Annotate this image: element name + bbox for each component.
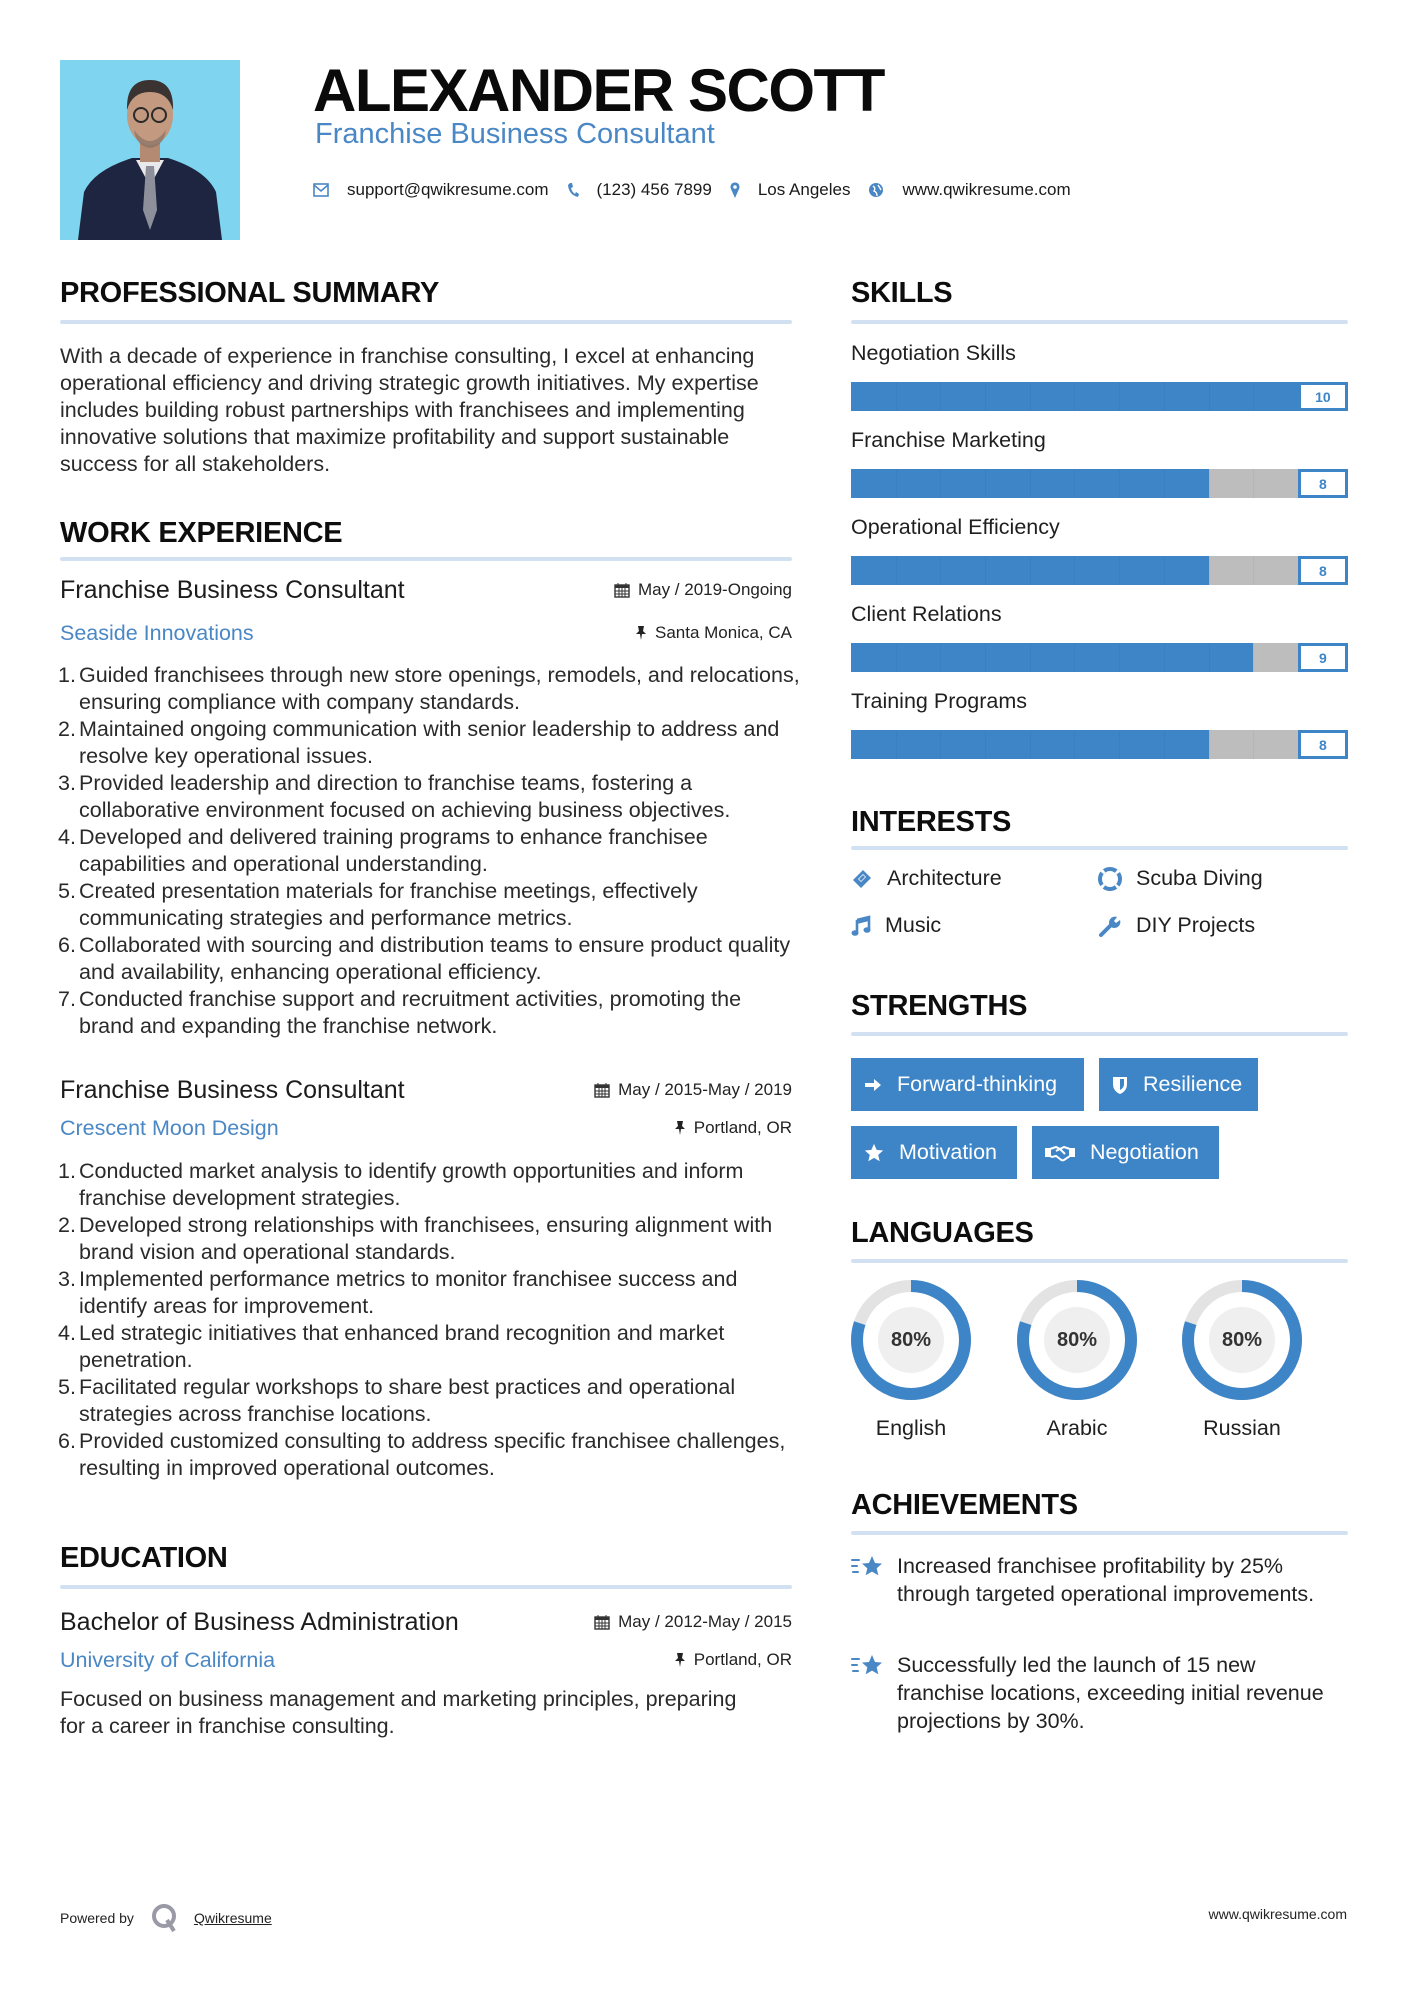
- bullet-item: 3. Implemented performance metrics to monitor franchisee success and identify areas for improvement.: [58, 1267, 738, 1318]
- qwikresume-logo-icon: [150, 1903, 180, 1933]
- interest-scuba-diving: [1098, 866, 1263, 891]
- skill-segment: [1209, 643, 1254, 672]
- achievements-divider: [851, 1531, 1348, 1535]
- shooting-star-icon: [851, 1554, 885, 1580]
- skill-segment: [1209, 730, 1254, 759]
- strength-negotiation: [1032, 1126, 1219, 1179]
- language-percent: 80%: [878, 1307, 944, 1373]
- phone-icon: [567, 182, 579, 198]
- language-item: [1182, 1280, 1302, 1441]
- achievement-item: [851, 1651, 1348, 1735]
- skill-segment: [940, 643, 985, 672]
- strengths-heading: STRENGTHS: [851, 990, 1028, 1022]
- skill-segment: [851, 643, 896, 672]
- interests-list: [851, 866, 1348, 946]
- skill-segment: [1253, 643, 1298, 672]
- bullet-item: 1. Conducted market analysis to identify growth opportunities and inform franchise development strategies.: [58, 1159, 744, 1210]
- job-company: Crescent Moon Design: [60, 1115, 279, 1140]
- education-dates: [594, 1612, 792, 1632]
- interest-label: Music: [885, 913, 942, 937]
- skill-segment: [985, 730, 1030, 759]
- job-location-text: Portland, OR: [693, 1118, 792, 1137]
- interest-architecture: [851, 866, 1002, 891]
- contact-phone-text: (123) 456 7899: [596, 180, 712, 199]
- strengths-divider: [851, 1032, 1348, 1036]
- strength-label: Forward-thinking: [897, 1072, 1058, 1096]
- skill-segment: [896, 469, 941, 498]
- education-heading: EDUCATION: [60, 1542, 228, 1574]
- school: University of California: [60, 1647, 276, 1672]
- job-entry: [60, 1075, 792, 1482]
- skill-segment: [1253, 730, 1298, 759]
- interest-label: Architecture: [887, 866, 1002, 890]
- skill-bar: [851, 382, 1348, 411]
- shield-icon: [1111, 1075, 1129, 1095]
- skill-segment: [1209, 469, 1254, 498]
- interest-music: [851, 913, 941, 938]
- shooting-star-icon: [851, 1653, 885, 1679]
- powered-by-text: Powered by: [60, 1910, 134, 1926]
- skill-segment: [851, 382, 896, 411]
- language-name: Arabic: [1046, 1416, 1108, 1440]
- envelope-icon: [313, 183, 329, 197]
- life-ring-icon: [1098, 867, 1122, 891]
- skill-segment: [1074, 469, 1119, 498]
- bullet-item: 2. Developed strong relationships with franchisees, ensuring alignment with brand vision and operational standards.: [58, 1213, 773, 1264]
- skill-value: 8: [1298, 730, 1348, 759]
- skills-divider: [851, 320, 1348, 324]
- contact-email[interactable]: [313, 180, 549, 200]
- contact-row: [313, 178, 1089, 202]
- language-name: English: [875, 1416, 947, 1440]
- skill-value: 9: [1298, 643, 1348, 672]
- footer-website[interactable]: www.qwikresume.com: [1208, 1906, 1347, 1922]
- achievements-heading: ACHIEVEMENTS: [851, 1489, 1078, 1521]
- skill-segment: [940, 469, 985, 498]
- skill-value: 8: [1298, 469, 1348, 498]
- calendar-icon: [594, 1082, 610, 1098]
- contact-phone[interactable]: [567, 180, 712, 200]
- languages-heading: LANGUAGES: [851, 1217, 1034, 1249]
- skills-heading: SKILLS: [851, 277, 953, 309]
- language-donut: [851, 1280, 971, 1400]
- skill-segment: [1253, 382, 1298, 411]
- interests-divider: [851, 846, 1348, 850]
- strength-motivation: [851, 1126, 1017, 1179]
- education-dates-text: May / 2012-May / 2015: [618, 1612, 792, 1631]
- strength-forward-thinking: [851, 1058, 1084, 1111]
- calendar-icon: [594, 1614, 610, 1630]
- star-icon: [863, 1142, 885, 1164]
- job-location: [674, 1118, 792, 1138]
- skill-value: 8: [1298, 556, 1348, 585]
- bullet-item: 3. Provided leadership and direction to franchise teams, fostering a collaborative environment focused on achieving business objectives.: [58, 771, 731, 822]
- bullet-item: 6. Collaborated with sourcing and distribution teams to ensure product quality and availability, enhancing operational efficiency.: [58, 933, 791, 984]
- bullet-item: 1. Guided franchisees through new store openings, remodels, and relocations, ensuring compliance with company standards.: [58, 663, 800, 714]
- skill-segment: [940, 556, 985, 585]
- strength-label: Resilience: [1143, 1072, 1243, 1096]
- strengths-list: [851, 1058, 1348, 1183]
- skill-bar: [851, 469, 1348, 498]
- map-pin-icon: [730, 182, 740, 199]
- skill-segment: [1209, 382, 1254, 411]
- pushpin-icon: [674, 1652, 686, 1668]
- bullet-item: 4. Developed and delivered training programs to enhance franchisee capabilities and operational understanding.: [58, 825, 708, 876]
- job-entry: [58, 575, 800, 1040]
- footer-powered-by: [60, 1903, 272, 1933]
- languages-list: [851, 1280, 1348, 1450]
- language-percent: 80%: [1209, 1307, 1275, 1373]
- skill-segment: [940, 382, 985, 411]
- skill-segment: [1074, 382, 1119, 411]
- interest-label: Scuba Diving: [1136, 866, 1263, 890]
- interest-diy-projects: [1098, 913, 1255, 938]
- skill-segment: [1119, 469, 1164, 498]
- language-name: Russian: [1203, 1416, 1281, 1440]
- contact-website[interactable]: [868, 180, 1070, 200]
- skill-bar: [851, 643, 1348, 672]
- summary-divider: [60, 320, 792, 324]
- skill-segment: [1253, 469, 1298, 498]
- skill-segment: [985, 469, 1030, 498]
- experience-heading: WORK EXPERIENCE: [60, 517, 343, 549]
- skill-segment: [985, 382, 1030, 411]
- skill-segment: [1164, 643, 1209, 672]
- skill-label: Franchise Marketing: [851, 428, 1046, 452]
- education-description: Focused on business management and marketing principles, preparing for a career in franchise consulting.: [60, 1687, 737, 1738]
- contact-email-text: support@qwikresume.com: [347, 180, 549, 199]
- handshake-icon: [1044, 1143, 1076, 1163]
- skill-segment: [1119, 382, 1164, 411]
- bullet-item: 5. Facilitated regular workshops to share best practices and operational strategies across franchise locations.: [58, 1375, 736, 1426]
- skill-value: 10: [1298, 382, 1348, 411]
- degree: Bachelor of Business Administration: [60, 1607, 459, 1636]
- bullet-item: 6. Provided customized consulting to address specific franchisee challenges, resulting in improved operational outcomes.: [58, 1429, 786, 1480]
- summary-text: With a decade of experience in franchise consulting, I excel at enhancing operational efficiency and driving strategic growth initiatives. My expertise includes building robust partnerships with franchisees and implementing innovative solutions that maximize profitability and support sustainable success for all stakeholders.: [60, 344, 759, 476]
- globe-icon: [868, 182, 884, 198]
- summary-heading: PROFESSIONAL SUMMARY: [60, 277, 440, 309]
- strength-label: Negotiation: [1090, 1140, 1199, 1164]
- bullet-item: 4. Led strategic initiatives that enhanced brand recognition and market penetration.: [58, 1321, 725, 1372]
- skill-segment: [1119, 556, 1164, 585]
- skill-segment: [1030, 730, 1075, 759]
- achievement-text: Successfully led the launch of 15 new franchise locations, exceeding initial revenue projections by 30%.: [897, 1653, 1324, 1733]
- skill-segment: [1030, 643, 1075, 672]
- skill-bar: [851, 730, 1348, 759]
- skills-list: [851, 340, 1348, 770]
- languages-divider: [851, 1259, 1348, 1263]
- job-title: Franchise Business Consultant: [60, 1075, 405, 1104]
- job-company: Seaside Innovations: [60, 620, 254, 645]
- skill-segment: [851, 469, 896, 498]
- ticket-icon: [851, 869, 873, 889]
- skill-segment: [1209, 556, 1254, 585]
- skill-segment: [896, 556, 941, 585]
- job-location-text: Santa Monica, CA: [654, 623, 792, 642]
- skill-segment: [1074, 556, 1119, 585]
- language-donut: [1017, 1280, 1137, 1400]
- arrow-right-icon: [863, 1075, 883, 1095]
- skill-bar: [851, 556, 1348, 585]
- skill-segment: [1253, 556, 1298, 585]
- skill-segment: [985, 556, 1030, 585]
- job-dates: [594, 1080, 792, 1100]
- skill-segment: [985, 643, 1030, 672]
- language-item: [851, 1280, 971, 1441]
- skill-label: Client Relations: [851, 602, 1002, 626]
- person-portrait-icon: [60, 60, 240, 240]
- language-percent: 80%: [1044, 1307, 1110, 1373]
- education-location-text: Portland, OR: [693, 1650, 792, 1669]
- education-divider: [60, 1585, 792, 1589]
- skill-segment: [1164, 469, 1209, 498]
- skill-segment: [851, 556, 896, 585]
- skill-segment: [1164, 730, 1209, 759]
- job-title: Franchise Business Consultant: [60, 575, 405, 604]
- experience-divider: [60, 557, 792, 561]
- skill-segment: [1164, 382, 1209, 411]
- bullet-item: 5. Created presentation materials for franchise meetings, effectively communicating strategies and performance metrics.: [58, 879, 698, 930]
- contact-website-text: www.qwikresume.com: [902, 180, 1071, 199]
- skill-segment: [896, 382, 941, 411]
- pushpin-icon: [635, 625, 647, 641]
- strength-resilience: [1099, 1058, 1258, 1111]
- skill-label: Training Programs: [851, 689, 1028, 713]
- skill-segment: [1074, 730, 1119, 759]
- skill-segment: [1030, 469, 1075, 498]
- candidate-title: Franchise Business Consultant: [315, 118, 715, 150]
- skill-segment: [1164, 556, 1209, 585]
- skill-segment: [896, 730, 941, 759]
- bullet-item: 2. Maintained ongoing communication with senior leadership to address and resolve key operational issues.: [58, 717, 780, 768]
- job-location: [635, 623, 792, 643]
- pushpin-icon: [674, 1120, 686, 1136]
- qwikresume-link[interactable]: Qwikresume: [193, 1910, 272, 1926]
- contact-location-text: Los Angeles: [757, 180, 851, 199]
- skill-segment: [1030, 382, 1075, 411]
- job-bullets: [60, 662, 800, 1040]
- calendar-icon: [614, 582, 630, 598]
- skill-label: Negotiation Skills: [851, 341, 1016, 365]
- language-item: [1017, 1280, 1137, 1441]
- interests-heading: INTERESTS: [851, 806, 1012, 838]
- job-dates: [614, 580, 792, 600]
- contact-location: [730, 180, 851, 200]
- skill-label: Operational Efficiency: [851, 515, 1060, 539]
- candidate-name: ALEXANDER SCOTT: [313, 57, 884, 124]
- music-icon: [851, 915, 871, 937]
- strength-label: Motivation: [899, 1140, 997, 1164]
- achievements-list: [851, 1552, 1348, 1752]
- profile-photo: [60, 60, 240, 240]
- bullet-item: 7. Conducted franchise support and recruitment activities, promoting the brand and expanding the franchise network.: [58, 987, 742, 1038]
- job-dates-text: May / 2015-May / 2019: [618, 1080, 792, 1099]
- skill-segment: [1074, 643, 1119, 672]
- skill-segment: [851, 730, 896, 759]
- skill-segment: [1119, 730, 1164, 759]
- skill-segment: [1119, 643, 1164, 672]
- skill-segment: [896, 643, 941, 672]
- education-location: [674, 1650, 792, 1670]
- skill-segment: [940, 730, 985, 759]
- achievement-text: Increased franchisee profitability by 25% through targeted operational improvements.: [897, 1554, 1315, 1606]
- job-bullets: [60, 1158, 800, 1482]
- skill-segment: [1030, 556, 1075, 585]
- job-dates-text: May / 2019-Ongoing: [637, 580, 792, 599]
- wrench-icon: [1098, 914, 1122, 938]
- achievement-item: [851, 1552, 1348, 1608]
- interest-label: DIY Projects: [1136, 913, 1256, 937]
- language-donut: [1182, 1280, 1302, 1400]
- education-entry: [60, 1606, 792, 1740]
